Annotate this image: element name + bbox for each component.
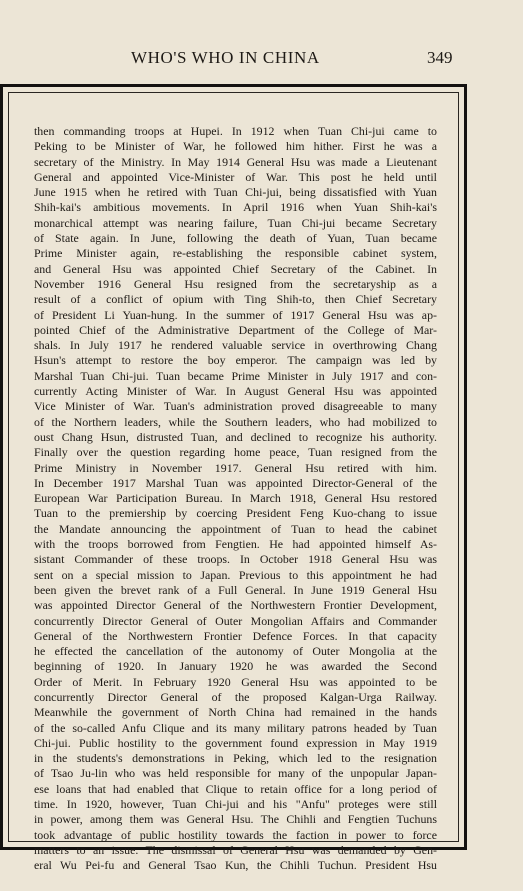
text-line: then commanding troops at Hupei. In 1912 when Tuan Chi-jui came to [34, 124, 437, 138]
text-line: Meanwhile the government of North China had remained in the hands [34, 705, 437, 720]
text-line: European War Participation Bureau. In March 1918, General Hsu restored [34, 491, 437, 506]
text-line: oust Chang Hsun, distrusted Tuan, and declined to recognize his authority. [34, 429, 437, 444]
text-line: he effected the cancellation of the autonomy of Outer Mongolia at the [34, 644, 437, 659]
text-line: of State again. In June, following the death of Yuan, Tuan became [34, 231, 437, 246]
text-line: secretary of the Ministry. In May 1914 General Hsu was made a Lieutenant [34, 154, 437, 169]
text-line: Prime Minister again, re-establishing the responsible cabinet system, [34, 246, 437, 261]
running-head: WHO'S WHO IN CHINA [131, 48, 320, 67]
text-line: been given the brevet rank of a Full General. In June 1919 General Hsu [34, 582, 437, 597]
text-line: pointed Chief of the Administrative Department of the College of Mar- [34, 322, 437, 337]
text-line: matters to an issue. The dismissal of General Hsu was demanded by Gen- [34, 842, 437, 857]
text-line: Finally over the question regarding home peace, Tuan resigned from the [34, 445, 437, 460]
text-line: Vice Minister of War. Tuan's administration proved disagreeable to many [34, 399, 437, 414]
text-line: of Tsao Ju-lin who was held responsible for many of the unpopular Japan- [34, 766, 437, 781]
text-line: of the Northern leaders, while the Southern leaders, who had mobilized to [34, 414, 437, 429]
page-number: 349 [427, 48, 453, 67]
text-line: November 1916 General Hsu resigned from the secretaryship as a [34, 276, 437, 291]
text-line: was appointed Director General of the Northwestern Frontier Development, [34, 598, 437, 613]
text-line: In December 1917 Marshal Tuan was appointed Director-General of the [34, 475, 437, 490]
text-line: Marshal Tuan Chi-jui. Tuan became Prime Minister in July 1917 and con- [34, 368, 437, 383]
text-line: Tuan to the premiership by coercing President Feng Kuo-chang to issue [34, 506, 437, 521]
text-line: of the so-called Anfu Clique and its many military patrons headed by Tuan [34, 720, 437, 735]
text-line: beginning of 1920. In January 1920 he was awarded the Second [34, 659, 437, 674]
page-header [0, 44, 523, 74]
text-line: shals. In July 1917 he rendered valuable service in overthrowing Chang [34, 338, 437, 353]
text-line: ese loans that had enabled that Clique to retain office for a long period of [34, 781, 437, 796]
text-line: concurrently Director General of Outer Mongolian Affairs and Commander [34, 613, 437, 628]
text-line: time. In 1920, however, Tuan Chi-jui and his "Anfu" proteges were still [34, 797, 437, 812]
text-line: Shih-kai's ambitious movements. In April 1916 when Yuan Shih-kai's [34, 200, 437, 215]
text-line: concurrently Director General of the proposed Kalgan-Urga Railway. [34, 689, 437, 704]
text-line: Prime Ministry in November 1917. General Hsu retired with him. [34, 460, 437, 475]
text-line: in power, among them was General Hsu. The Chihli and Fengtien Tuchuns [34, 812, 437, 827]
text-line: took advantage of public hostility towards the faction in power to force [34, 827, 437, 842]
text-line: General and appointed Vice-Minister of War. This post he held until [34, 169, 437, 184]
text-line: and General Hsu was appointed Chief Secretary of the Cabinet. In [34, 261, 437, 276]
text-line: in the students's demonstrations in Peking, which led to the resignation [34, 751, 437, 766]
text-line: sistant Commander of these troops. In October 1918 General Hsu was [34, 552, 437, 567]
text-line: Chi-jui. Public hostility to the government found expression in May 1919 [34, 735, 437, 750]
text-line: currently Acting Minister of War. In August General Hsu was appointed [34, 384, 437, 399]
body-text [34, 124, 437, 874]
text-line: result of a conflict of opium with Ting Shih-to, then Chief Secretary [34, 292, 437, 307]
text-line: the Mandate announcing the appointment of Tuan to head the cabinet [34, 521, 437, 536]
text-line: with the troops borrowed from Fengtien. He had appointed himself As- [34, 537, 437, 552]
text-line: Peking to be Minister of War, he followed him hither. First he was a [34, 139, 437, 154]
text-line: June 1915 when he retired with Tuan Chi-jui, being dissatisfied with Yuan [34, 185, 437, 200]
text-line: Order of Merit. In February 1920 General Hsu was appointed to be [34, 674, 437, 689]
text-line: General of the Northwestern Frontier Defence Forces. In that capacity [34, 628, 437, 643]
text-line: eral Wu Pei-fu and General Tsao Kun, the Chihli Tuchun. President Hsu [34, 858, 437, 873]
text-line: of President Li Yuan-hung. In the summer of 1917 General Hsu was ap- [34, 307, 437, 322]
text-line: sent on a special mission to Japan. Previous to this appointment he had [34, 567, 437, 582]
text-line: Hsun's attempt to restore the boy emperor. The campaign was led by [34, 353, 437, 368]
text-line: monarchical attempt was nearing failure, Tuan Chi-jui became Secretary [34, 215, 437, 230]
